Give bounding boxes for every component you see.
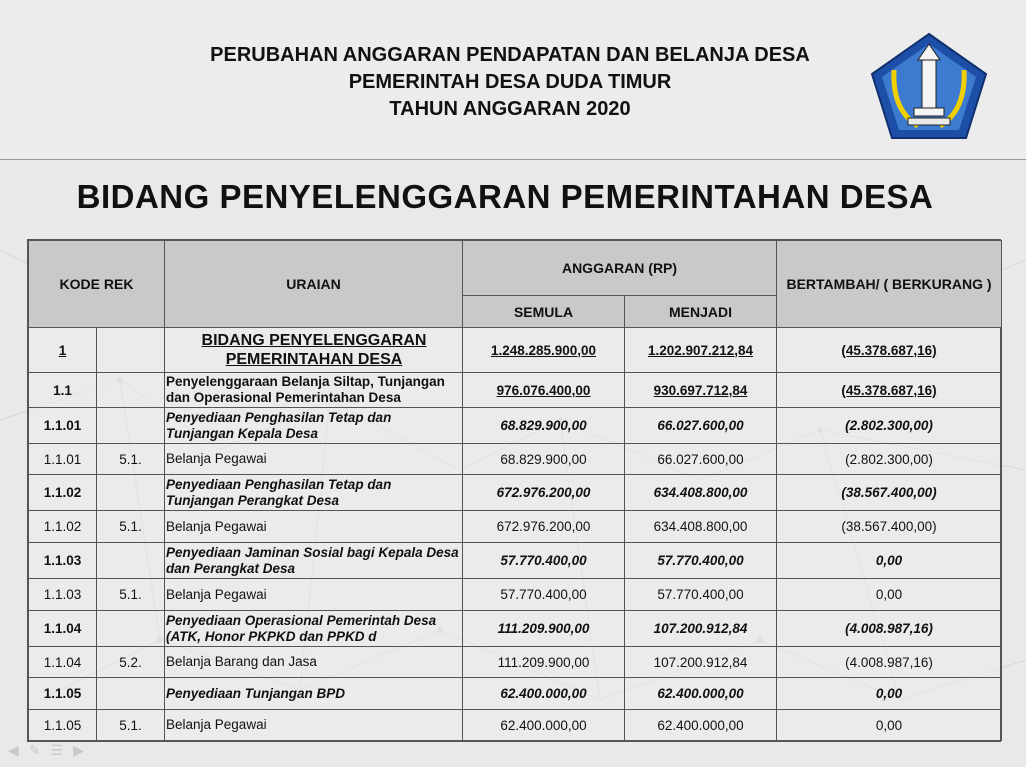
slide-navigation bbox=[8, 740, 128, 760]
row-selisih: (2.802.300,00) bbox=[777, 408, 1002, 444]
table-row bbox=[29, 373, 1002, 408]
row-semula: 57.770.400,00 bbox=[463, 579, 625, 611]
row-semula: 672.976.200,00 bbox=[463, 475, 625, 511]
row-sub-code bbox=[97, 328, 165, 373]
row-code: 1.1.04 bbox=[29, 611, 97, 647]
table-row bbox=[29, 408, 1002, 444]
row-description: Penyediaan Operasional Pemerintah Desa (ATK, Honor PKPKD dan PPKD d bbox=[165, 611, 463, 647]
row-code: 1.1.04 bbox=[29, 647, 97, 678]
row-semula: 111.209.900,00 bbox=[463, 611, 625, 647]
pen-icon[interactable]: ✎ bbox=[28, 741, 41, 758]
row-menjadi: 634.408.800,00 bbox=[625, 475, 777, 511]
header-line-3: TAHUN ANGGARAN 2020 bbox=[389, 98, 631, 120]
row-code: 1.1.02 bbox=[29, 475, 97, 511]
row-description: Belanja Pegawai bbox=[165, 579, 463, 611]
row-selisih: 0,00 bbox=[777, 579, 1002, 611]
row-menjadi: 634.408.800,00 bbox=[625, 511, 777, 543]
row-code: 1.1.05 bbox=[29, 710, 97, 741]
table-row bbox=[29, 328, 1002, 373]
header-line-1: PERUBAHAN ANGGARAN PENDAPATAN DAN BELANJA DESA bbox=[210, 44, 810, 66]
previous-slide-icon[interactable]: ◀ bbox=[8, 741, 19, 758]
row-sub-code bbox=[97, 678, 165, 710]
header-title-block bbox=[120, 42, 900, 123]
row-sub-code bbox=[97, 475, 165, 511]
row-semula: 1.248.285.900,00 bbox=[463, 328, 625, 373]
row-menjadi: 62.400.000,00 bbox=[625, 678, 777, 710]
row-description: Belanja Pegawai bbox=[165, 710, 463, 741]
table-row bbox=[29, 444, 1002, 475]
row-description: Belanja Pegawai bbox=[165, 511, 463, 543]
regency-emblem-logo bbox=[868, 30, 990, 142]
header-kode-rek: KODE REK bbox=[29, 241, 165, 328]
row-menjadi: 107.200.912,84 bbox=[625, 647, 777, 678]
row-code: 1.1.02 bbox=[29, 511, 97, 543]
row-code: 1.1.03 bbox=[29, 579, 97, 611]
row-description: Penyediaan Penghasilan Tetap dan Tunjangan Kepala Desa bbox=[165, 408, 463, 444]
header-bertambah: BERTAMBAH/ ( BERKURANG ) bbox=[777, 241, 1002, 328]
table-row bbox=[29, 678, 1002, 710]
row-menjadi: 62.400.000,00 bbox=[625, 710, 777, 741]
row-description: Penyediaan Jaminan Sosial bagi Kepala Desa dan Perangkat Desa bbox=[165, 543, 463, 579]
row-description: Penyediaan Penghasilan Tetap dan Tunjangan Perangkat Desa bbox=[165, 475, 463, 511]
menu-icon[interactable]: ☰ bbox=[50, 741, 64, 758]
header-uraian: URAIAN bbox=[165, 241, 463, 328]
row-semula: 68.829.900,00 bbox=[463, 444, 625, 475]
row-sub-code: 5.2. bbox=[97, 647, 165, 678]
row-menjadi: 57.770.400,00 bbox=[625, 579, 777, 611]
section-title: BIDANG PENYELENGGARAN PEMERINTAHAN DESA bbox=[76, 178, 934, 215]
header-anggaran: ANGGARAN (RP) bbox=[463, 241, 777, 296]
budget-table-container bbox=[27, 239, 1001, 742]
row-semula: 57.770.400,00 bbox=[463, 543, 625, 579]
next-slide-icon[interactable]: ▶ bbox=[73, 741, 84, 758]
header-menjadi: MENJADI bbox=[625, 296, 777, 328]
table-row bbox=[29, 511, 1002, 543]
row-description: Belanja Barang dan Jasa bbox=[165, 647, 463, 678]
header-line-2: PEMERINTAH DESA DUDA TIMUR bbox=[348, 71, 672, 93]
row-code: 1.1.01 bbox=[29, 408, 97, 444]
row-sub-code: 5.1. bbox=[97, 511, 165, 543]
row-menjadi: 930.697.712,84 bbox=[625, 373, 777, 408]
row-code: 1.1.01 bbox=[29, 444, 97, 475]
slide-header bbox=[0, 0, 1026, 160]
row-menjadi: 66.027.600,00 bbox=[625, 408, 777, 444]
row-semula: 976.076.400,00 bbox=[463, 373, 625, 408]
table-row bbox=[29, 647, 1002, 678]
row-sub-code: 5.1. bbox=[97, 444, 165, 475]
row-code: 1.1 bbox=[29, 373, 97, 408]
row-selisih: (38.567.400,00) bbox=[777, 511, 1002, 543]
row-semula: 672.976.200,00 bbox=[463, 511, 625, 543]
row-description: BIDANG PENYELENGGARAN PEMERINTAHAN DESA bbox=[165, 328, 463, 373]
row-code: 1 bbox=[29, 328, 97, 373]
row-code: 1.1.05 bbox=[29, 678, 97, 710]
row-sub-code bbox=[97, 373, 165, 408]
table-row bbox=[29, 611, 1002, 647]
row-sub-code bbox=[97, 611, 165, 647]
row-selisih: 0,00 bbox=[777, 678, 1002, 710]
row-semula: 62.400.000,00 bbox=[463, 678, 625, 710]
row-description: Penyediaan Tunjangan BPD bbox=[165, 678, 463, 710]
row-sub-code bbox=[97, 408, 165, 444]
row-menjadi: 107.200.912,84 bbox=[625, 611, 777, 647]
row-selisih: 0,00 bbox=[777, 710, 1002, 741]
row-selisih: (4.008.987,16) bbox=[777, 647, 1002, 678]
row-selisih: (45.378.687,16) bbox=[777, 373, 1002, 408]
row-menjadi: 1.202.907.212,84 bbox=[625, 328, 777, 373]
row-semula: 111.209.900,00 bbox=[463, 647, 625, 678]
row-selisih: (4.008.987,16) bbox=[777, 611, 1002, 647]
table-row bbox=[29, 475, 1002, 511]
row-menjadi: 66.027.600,00 bbox=[625, 444, 777, 475]
row-semula: 62.400.000,00 bbox=[463, 710, 625, 741]
header-semula: SEMULA bbox=[463, 296, 625, 328]
row-selisih: 0,00 bbox=[777, 543, 1002, 579]
budget-table bbox=[28, 240, 1002, 741]
row-code: 1.1.03 bbox=[29, 543, 97, 579]
row-sub-code: 5.1. bbox=[97, 710, 165, 741]
row-description: Penyelenggaraan Belanja Siltap, Tunjangan dan Operasional Pemerintahan Desa bbox=[165, 373, 463, 408]
row-description: Belanja Pegawai bbox=[165, 444, 463, 475]
row-selisih: (38.567.400,00) bbox=[777, 475, 1002, 511]
row-semula: 68.829.900,00 bbox=[463, 408, 625, 444]
table-row bbox=[29, 579, 1002, 611]
row-selisih: (45.378.687,16) bbox=[777, 328, 1002, 373]
row-sub-code bbox=[97, 543, 165, 579]
row-sub-code: 5.1. bbox=[97, 579, 165, 611]
row-menjadi: 57.770.400,00 bbox=[625, 543, 777, 579]
row-selisih: (2.802.300,00) bbox=[777, 444, 1002, 475]
table-row bbox=[29, 543, 1002, 579]
table-row bbox=[29, 710, 1002, 741]
